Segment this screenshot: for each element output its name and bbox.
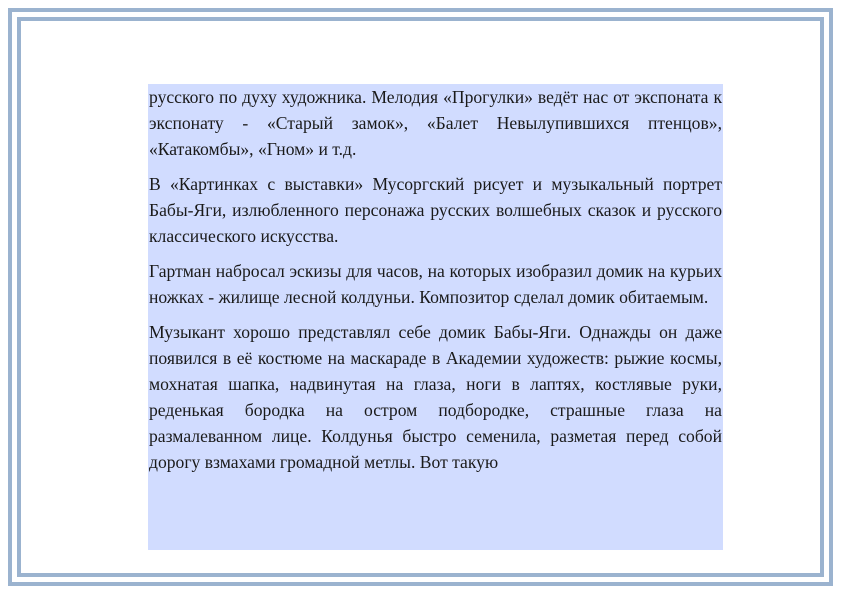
paragraph: В «Картинках с выставки» Мусоргский рисует и музыкальный портрет Бабы-Яги, излюбленного персонажа русских волшебных сказок и русского классического искусства.: [149, 174, 722, 246]
text-box: [148, 84, 723, 550]
paragraph: русского по духу художника. Мелодия «Прогулки» ведёт нас от экспоната к экспонату - «Старый замок», «Балет Невылупившихся птенцов», «Катакомбы», «Гном» и т.д.: [149, 87, 722, 159]
paragraph: Гартман набросал эскизы для часов, на которых изобразил домик на курьих ножках - жилище лесной колдуньи. Композитор сделал домик обитаемым.: [149, 261, 722, 307]
paragraph: Музыкант хорошо представлял себе домик Бабы-Яги. Однажды он даже появился в её костюме на маскараде в Академии художеств: рыжие космы, мохнатая шапка, надвинутая на глаза, ноги в лаптях, костлявые руки, реденькая бородка на остром подбородке, страшные глаза на размалеванном лице. Колдунья быстро семенила, разметая перед собой дорогу взмахами громадной метлы. Вот такую: [149, 322, 722, 472]
